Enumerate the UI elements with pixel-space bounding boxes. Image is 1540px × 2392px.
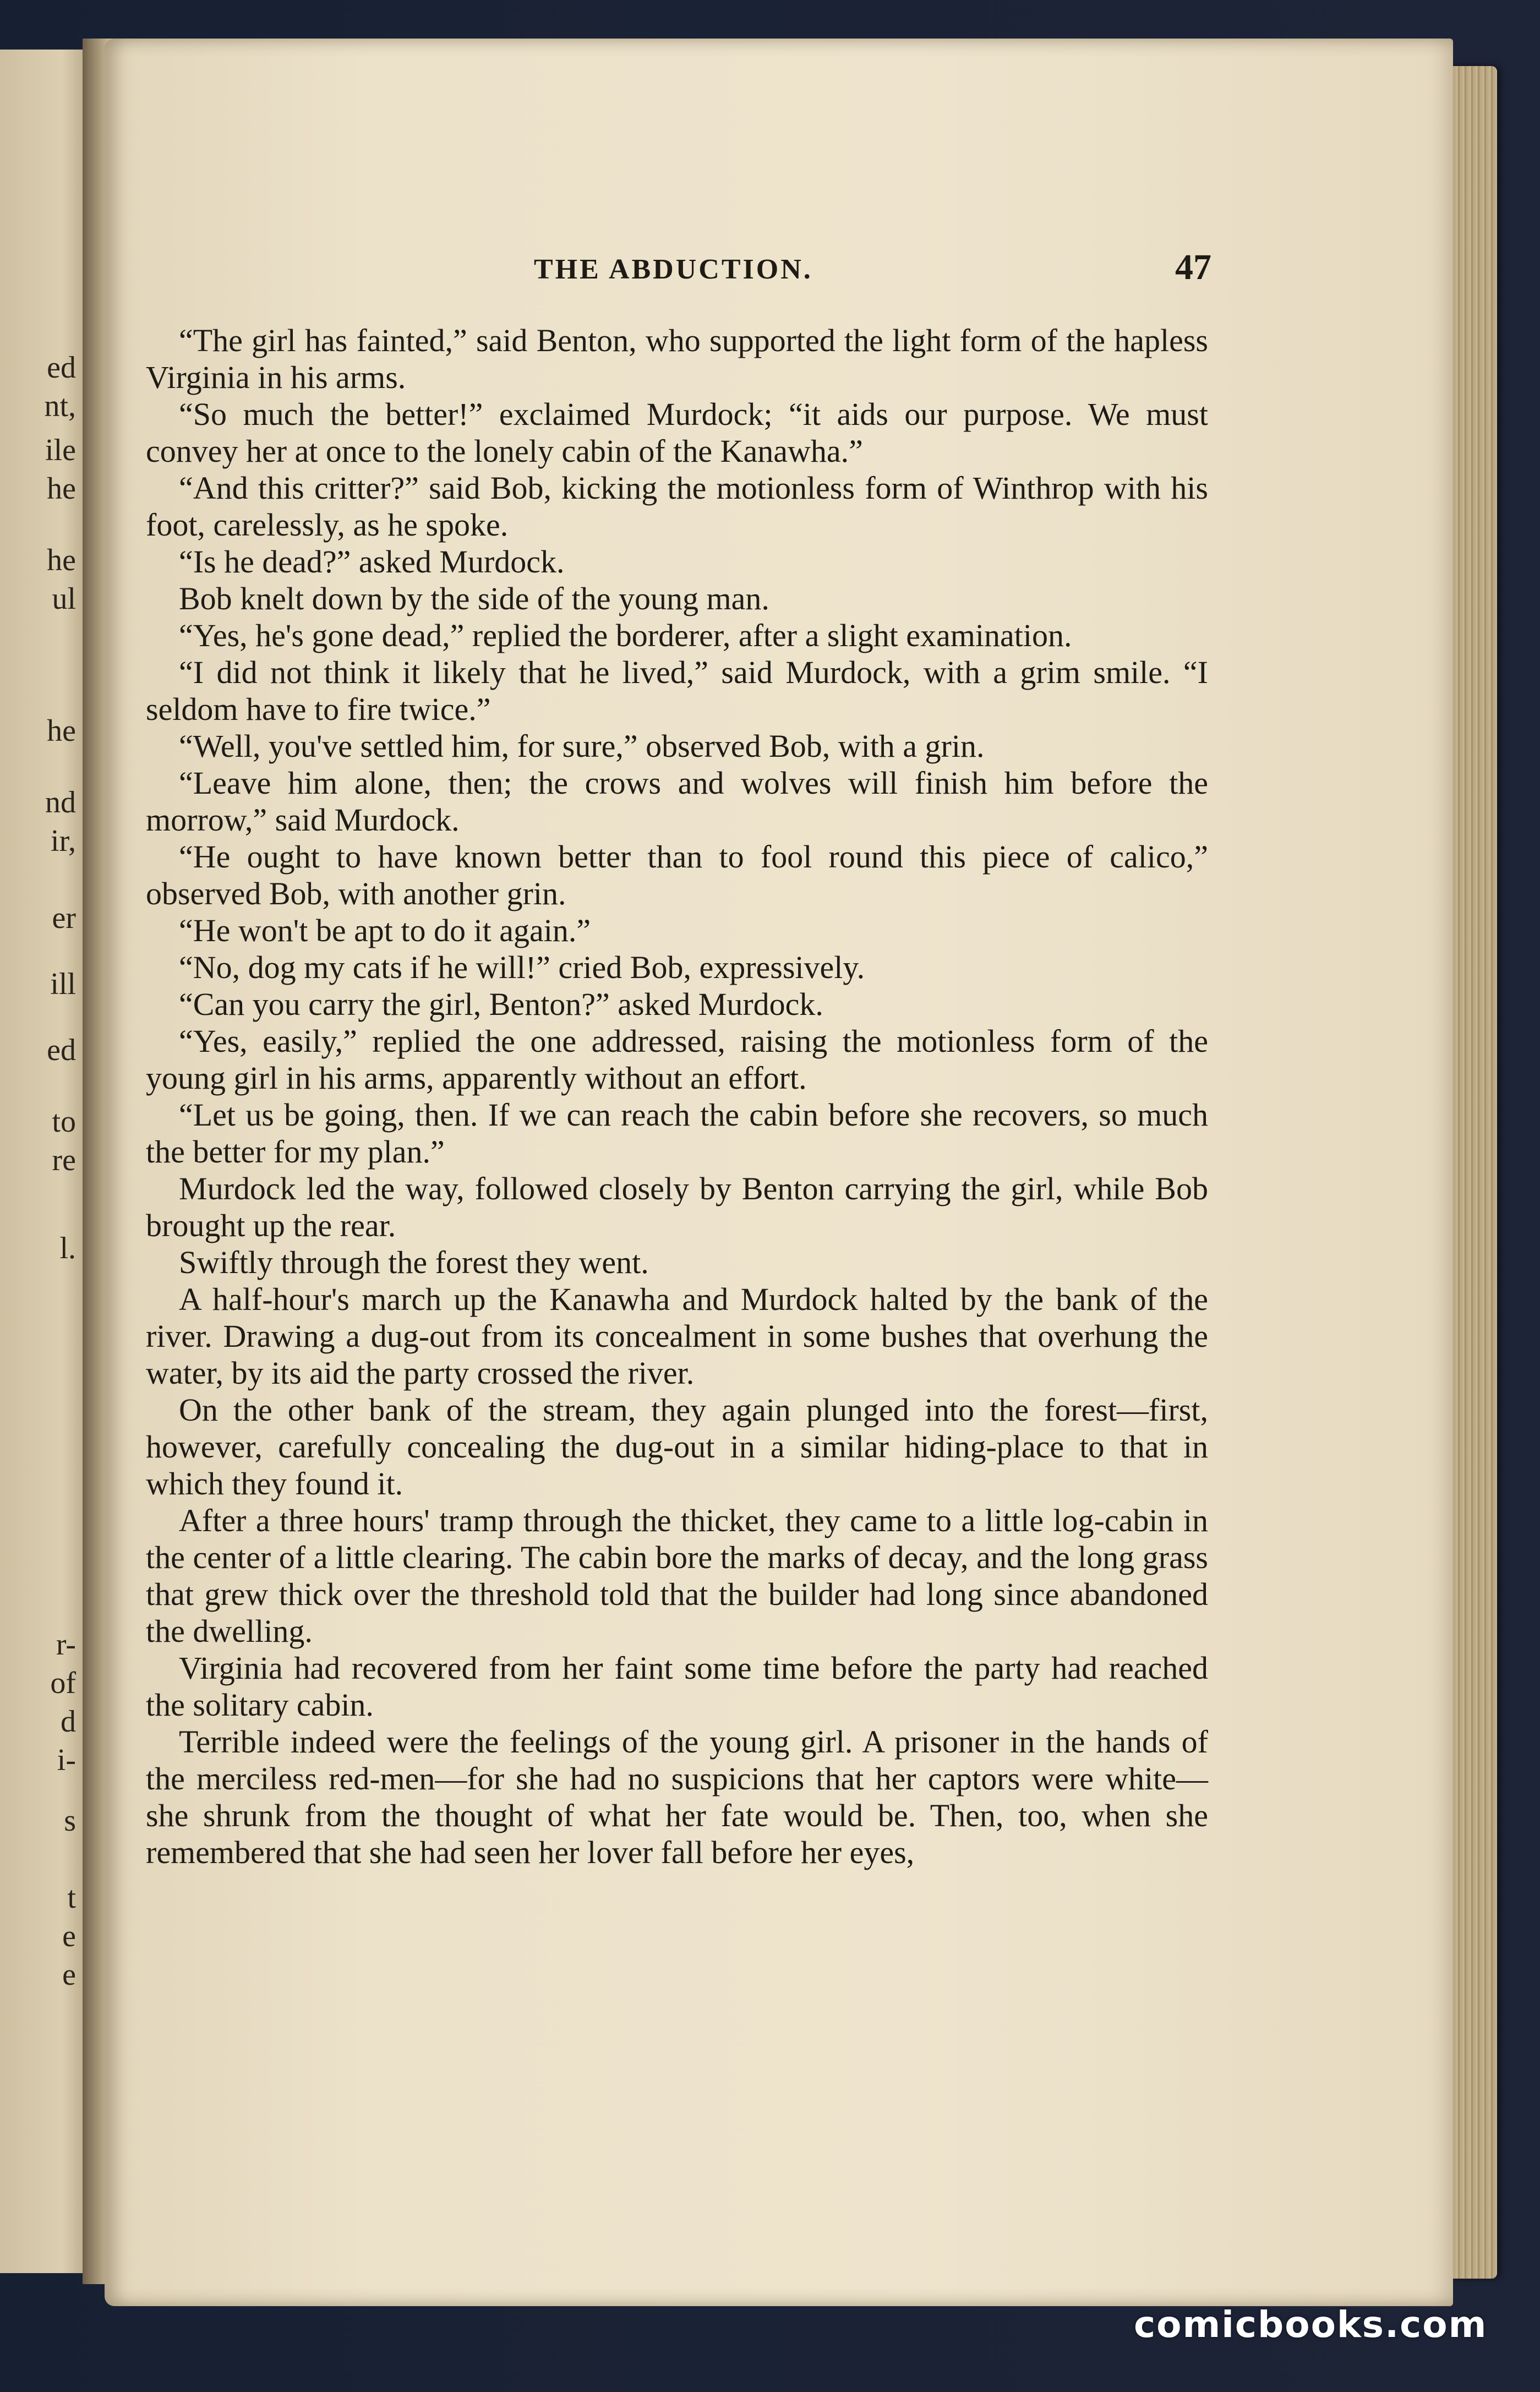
paragraph: Terrible indeed were the feelings of the young girl. A prisoner in the hands of the merciless red-men—for she had no suspicions that her captors were white—she shrunk from the thought of what her fate would be. Then, too, when she remembered that she had seen her lover fall before her eyes, (146, 1724, 1208, 1870)
paragraph: “And this critter?” said Bob, kicking the motionless form of Winthrop with his foot, carelessly, as he spoke. (146, 470, 1208, 543)
paragraph: “No, dog my cats if he will!” cried Bob, expressively. (179, 949, 865, 985)
previous-page-fragment: e (62, 1958, 76, 1992)
previous-page-fragment: nt, (44, 389, 76, 423)
paragraph: On the other bank of the stream, they again plunged into the forest—first, however, carefully concealing the dug-out in a similar hiding-place to that in which they found it. (146, 1392, 1208, 1501)
paragraph: “Yes, easily,” replied the one addressed, raising the motionless form of the young girl in his arms, apparently without an effort. (146, 1023, 1208, 1096)
previous-page-fragment: ir, (51, 824, 76, 858)
previous-page-fragment: nd (45, 785, 76, 820)
previous-page-fragment: d (61, 1705, 76, 1739)
paragraph: “Yes, he's gone dead,” replied the borderer, after a slight examination. (179, 618, 1072, 653)
previous-page-fragment: he (47, 714, 76, 748)
previous-page-fragment: ill (50, 967, 76, 1001)
paragraph: Virginia had recovered from her faint some time before the party had reached the solitary cabin. (146, 1650, 1208, 1723)
previous-page-fragment: l. (59, 1231, 76, 1265)
previous-page-fragment: of (50, 1666, 76, 1700)
paragraph: “Is he dead?” asked Murdock. (179, 544, 565, 580)
previous-page-fragment: re (52, 1143, 76, 1177)
previous-page-fragment: ile (45, 433, 76, 467)
page-edges (1448, 66, 1497, 2279)
watermark: comicbooks.com (1134, 2303, 1488, 2346)
previous-page-fragment: to (52, 1105, 76, 1139)
page-number: 47 (1175, 247, 1211, 287)
previous-page-fragment: ul (52, 582, 76, 616)
body-text (146, 322, 1208, 1871)
previous-page-fragment: he (47, 543, 76, 577)
paragraph: Bob knelt down by the side of the young man. (179, 581, 769, 616)
paragraph: Murdock led the way, followed closely by Benton carrying the girl, while Bob brought up the rear. (146, 1171, 1208, 1243)
previous-page-fragment: er (52, 901, 76, 935)
paragraph: “The girl has fainted,” said Benton, who supported the light form of the hapless Virginia in his arms. (146, 323, 1208, 395)
running-head: THE ABDUCTION. (534, 254, 813, 285)
paragraph: “I did not think it likely that he lived,” said Murdock, with a grim smile. “I seldom have to fire twice.” (146, 654, 1208, 727)
previous-page-fragment: t (67, 1881, 76, 1915)
previous-page-fragment: ed (47, 351, 76, 385)
paragraph: “Can you carry the girl, Benton?” asked Murdock. (179, 986, 823, 1022)
paragraph: “Leave him alone, then; the crows and wolves will finish him before the morrow,” said Murdock. (146, 765, 1208, 838)
paragraph: “So much the better!” exclaimed Murdock; “it aids our purpose. We must convey her at once to the lonely cabin of the Kanawha.” (146, 396, 1208, 469)
previous-page-fragment: e (62, 1919, 76, 1953)
paragraph: A half-hour's march up the Kanawha and Murdock halted by the bank of the river. Drawing a dug-out from its concealment in some bushes that overhung the water, by its aid the party crossed the river. (146, 1281, 1208, 1391)
paragraph: “Let us be going, then. If we can reach the cabin before she recovers, so much the better for my plan.” (146, 1097, 1208, 1170)
paragraph: “He ought to have known better than to fool round this piece of calico,” observed Bob, with another grin. (146, 839, 1208, 911)
paragraph: “He won't be apt to do it again.” (179, 913, 591, 948)
paragraph: “Well, you've settled him, for sure,” observed Bob, with a grin. (179, 728, 985, 764)
previous-page-fragment: s (64, 1804, 76, 1838)
previous-page-fragment: r- (56, 1628, 76, 1662)
previous-page-fragment: ed (47, 1033, 76, 1067)
previous-page-fragment: i- (57, 1743, 76, 1777)
previous-page-edge (0, 50, 91, 2273)
paragraph: Swiftly through the forest they went. (179, 1244, 649, 1280)
paragraph: After a three hours' tramp through the thicket, they came to a little log-cabin in the center of a little clearing. The cabin bore the marks of decay, and the long grass that grew thick over the threshold told that the builder had long since abandoned the dwelling. (146, 1503, 1208, 1649)
previous-page-fragment: he (47, 472, 76, 506)
